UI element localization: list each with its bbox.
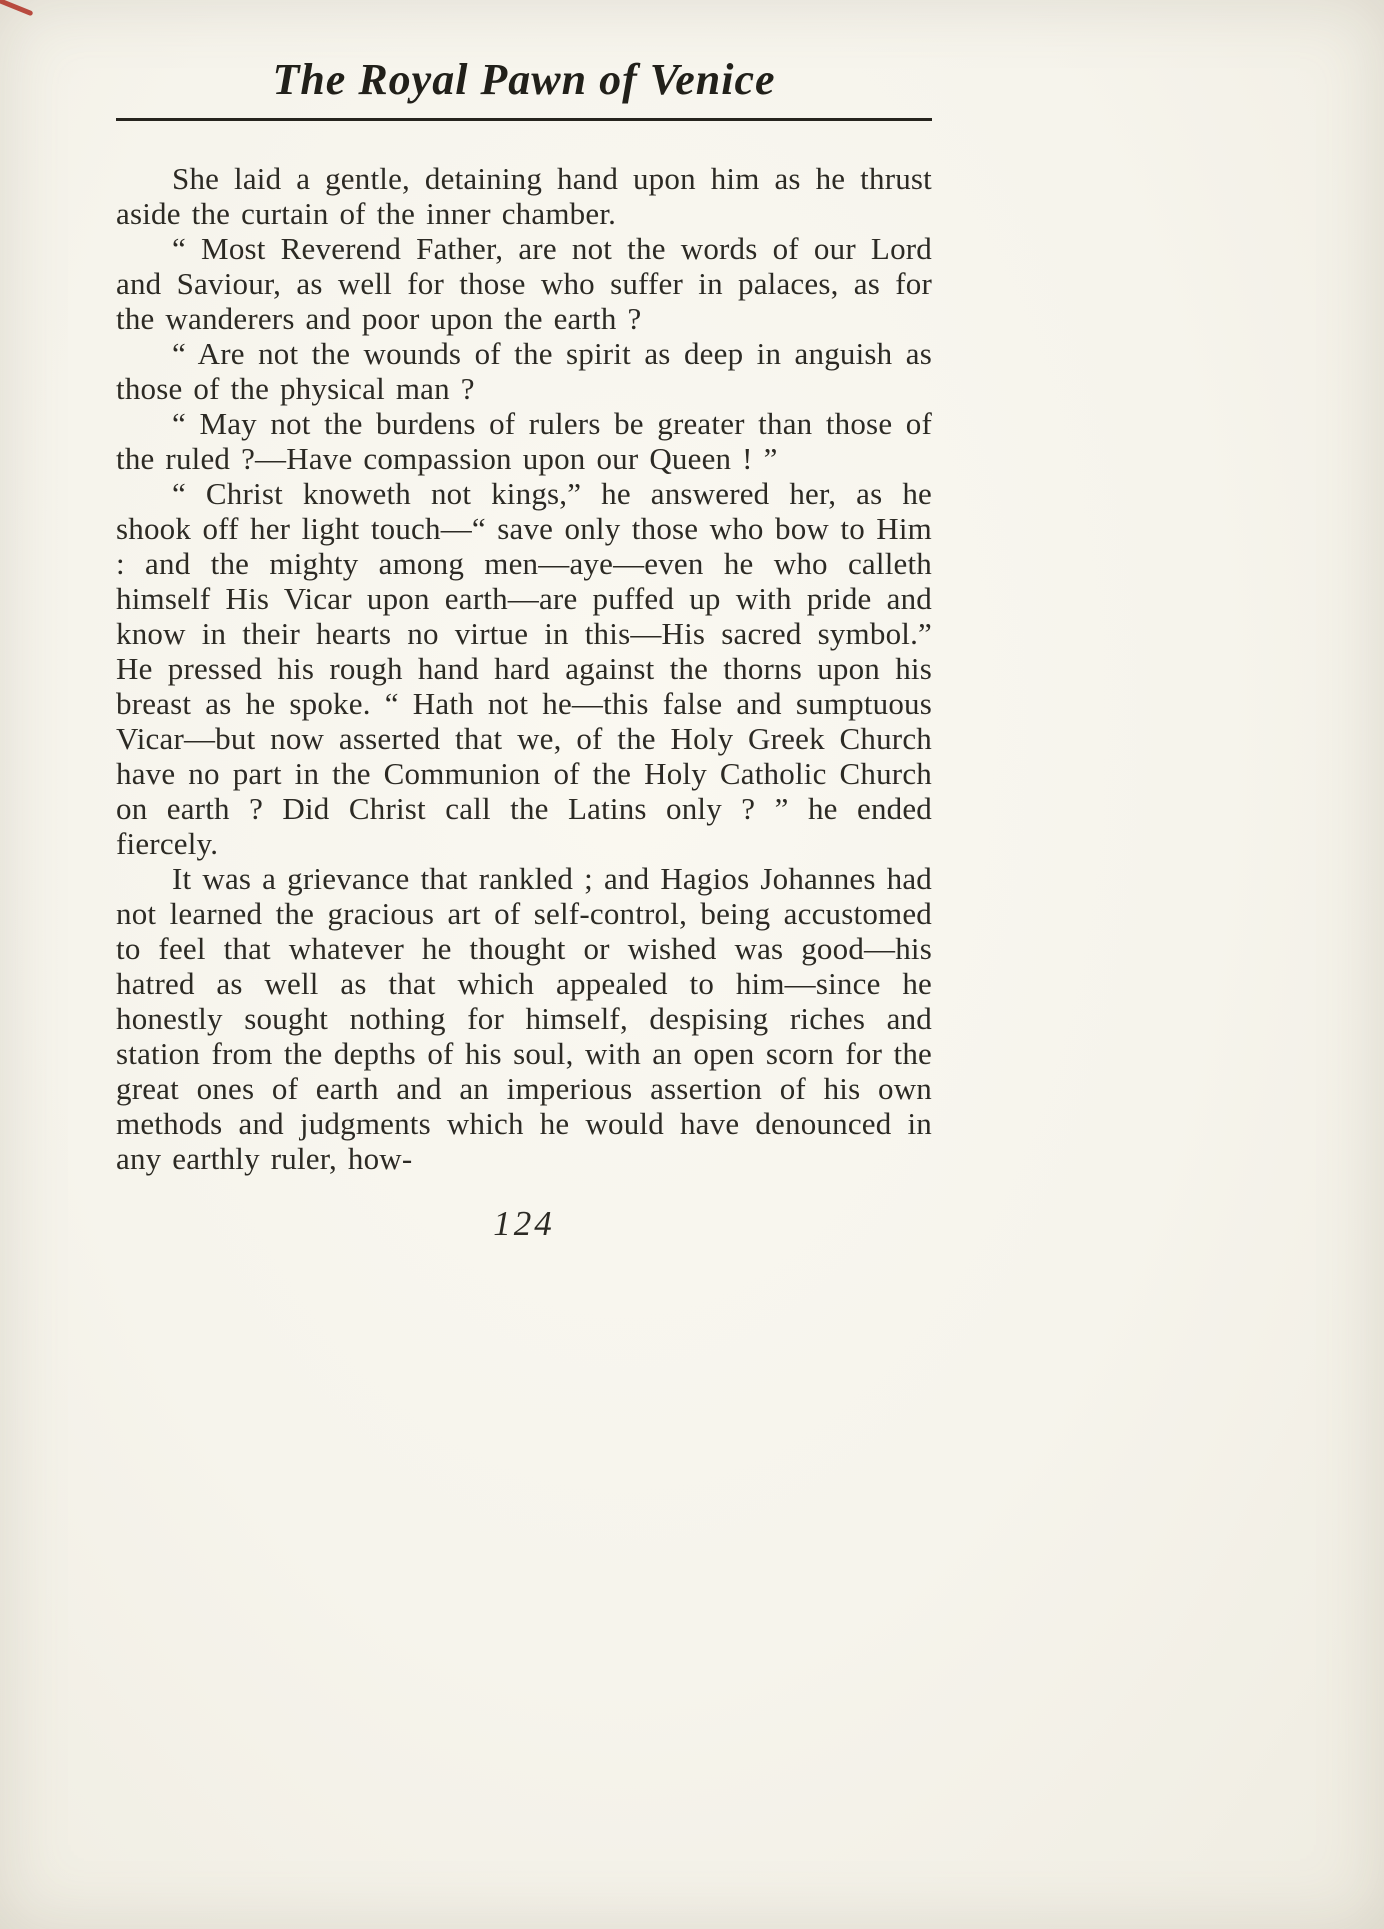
paragraph: She laid a gentle, detaining hand upon him as he thrust aside the curtain of the inner chamber. [116, 161, 932, 231]
page-content [116, 0, 932, 1244]
red-pen-scan-mark [0, 0, 33, 16]
paragraph: “ Are not the wounds of the spirit as deep in anguish as those of the physical man ? [116, 336, 932, 406]
paragraph: “ Christ knoweth not kings,” he answered her, as he shook off her light touch—“ save only those who bow to Him : and the mighty among men—aye—even he who calleth himself His Vicar upon earth—are puffed up with pride and know in their hearts no virtue in this—His sacred symbol.” He pressed his rough hand hard against the thorns upon his breast as he spoke. “ Hath not he—this false and sumptuous Vicar—but now asserted that we, of the Holy Greek Church have no part in the Communion of the Holy Catholic Church on earth ? Did Christ call the Latins only ? ” he ended fiercely. [116, 476, 932, 861]
page-number: 124 [493, 1204, 555, 1243]
page-body [116, 161, 932, 1176]
page-header [116, 0, 932, 121]
page-footer [116, 1204, 932, 1244]
paragraph: “ Most Reverend Father, are not the words of our Lord and Saviour, as well for those who suffer in palaces, as for the wanderers and poor upon the earth ? [116, 231, 932, 336]
header-rule [116, 118, 932, 121]
paragraph: It was a grievance that rankled ; and Hagios Johannes had not learned the gracious art of self-control, being accustomed to feel that whatever he thought or wished was good—his hatred as well as that which appealed to him—since he honestly sought nothing for himself, despising riches and station from the depths of his soul, with an open scorn for the great ones of earth and an imperious assertion of his own methods and judgments which he would have denounced in any earthly ruler, how- [116, 861, 932, 1176]
paragraph: “ May not the burdens of rulers be greater than those of the ruled ?—Have compassion upon our Queen ! ” [116, 406, 932, 476]
running-head-title: The Royal Pawn of Venice [272, 55, 776, 104]
